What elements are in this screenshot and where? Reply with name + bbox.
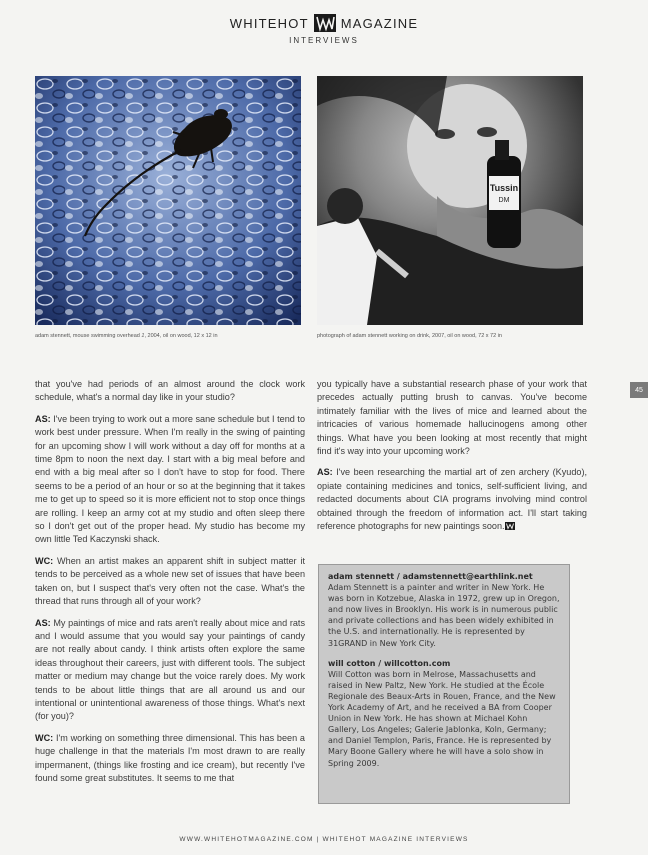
paragraph (317, 466, 587, 533)
bio-entry-will (328, 658, 560, 769)
bio-text-will: Will Cotton was born in Melrose, Massachusetts and raised in New Paltz, New York. He studied at the École Regionale des Beaux-Arts in Rouen, France, and the New York Academy of Art, and he received a BA from Cooper Union in New York. He has shown at Michael Kohn Gallery, Los Angeles; Galerie Jablonka, Koln, Germany; and Daniel Templon, Paris, France. He is represented by Mary Boone Gallery where he will have a solo show in Spring 2009. (328, 669, 556, 768)
page-footer: WWW.WHITEHOTMAGAZINE.COM | WHITEHOT MAGAZINE INTERVIEWS (179, 836, 469, 843)
section-title: INTERVIEWS (289, 36, 359, 45)
bio-name-will: will cotton / willcotton.com (328, 658, 451, 668)
left-caption-part-b: 1 (141, 333, 145, 339)
right-column (317, 378, 587, 541)
masthead-left: WHITEHOT (229, 15, 309, 31)
bio-name-adam: adam stennett / adamstennett@earthlink.net (328, 572, 533, 581)
end-mark-icon (505, 522, 515, 530)
left-photo-caption (35, 333, 305, 339)
question-text: I'm working on something three dimensional. This has been a huge challenge in that the materials I'm most drawn to are really impermanent, (things like frosting and ice cream), but recently I've found some great substitutes. It seems to me that (35, 732, 305, 783)
paragraph (35, 732, 305, 786)
paragraph (35, 617, 305, 724)
speaker-label: AS: (35, 413, 51, 424)
paragraph (35, 413, 305, 547)
bottle-label-text: Tussin (489, 183, 519, 193)
bio-text-adam: Adam Stennett is a painter and writer in New York. He was born in Kotzebue, Alaska in 1972, grew up in Oregon, and now lives in Brooklyn. His work is in numerous public and private collections and has been widely exhibited in the U.S. and internationally. He is represented by 31GRAND in New York City. (328, 583, 560, 648)
masthead-right: MAGAZINE (340, 15, 419, 31)
bottle-label-subtext: DM (498, 197, 510, 204)
speaker-label: WC: (35, 555, 54, 566)
left-caption-part-a: adam stennett, mouse swimming overhead (35, 333, 142, 339)
speaker-label: AS: (35, 617, 51, 628)
mouse-swimming-painting (35, 76, 301, 325)
paragraph (35, 555, 305, 609)
left-caption-part-c: , 2004, oil on wood, 12 x 12 in (144, 333, 218, 339)
speaker-label: AS: (317, 467, 333, 478)
question-text: When an artist makes an apparent shift in subject matter it tends to be perceived as a whole new set of issues that have been taken on, but I suspect that's very often not the case. What's the thread that runs through all of your work? (35, 555, 305, 607)
page-header (0, 14, 648, 45)
right-photo-caption: photograph of adam stennett working on drink, 2007, oil on wood, 72 x 72 in (317, 333, 502, 339)
answer-text: I've been researching the martial art of zen archery (Kyudo), opiate containing medicines and tonics, self-sufficient living, and redacted documents about CIA programs involving mind control obtained through the freedom of information act. I'll start taking reference photographs for new paintings soon. (317, 467, 587, 532)
paragraph: that you've had periods of an almost around the clock work schedule, what's a normal day like in your studio? (35, 379, 305, 403)
speaker-label: WC: (35, 732, 54, 743)
left-column (35, 378, 305, 793)
bio-entry-adam (328, 571, 560, 649)
bio-box (318, 564, 570, 804)
page-number: 45 (630, 382, 648, 398)
answer-text: My paintings of mice and rats aren't really about mice and rats and I would assume that you would say your paintings of candy are not really about candy. I think artists often explore the same ideas throughout their careers, just with different tools. The subject matter or medium may change but the voice rarely does. My work tends to be about little things that are all around us and our intentional or unintentional awareness of those things. What's next (for you)? (35, 617, 305, 722)
masthead (0, 14, 648, 32)
paragraph: you typically have a substantial research phase of your work that precedes actually putting brush to canvas. You've become intimately familiar with the lives of mice and learned about the intricacies of various homemade hallucinogens among other things. What have you been looking at most recently that might find it's way into your upcoming work? (317, 379, 587, 457)
answer-text: I've been trying to work out a more sane schedule but I tend to work best under pressure. When I'm really in the swing of painting for an upcoming show I will work without a day off for months at a time 8pm to noon the next day. I start with a big meal before and end with a big meal after so I don't have to stop for food. There seems to be a period of an hour or so at the beginning that it takes me to get up to speed so it is more efficient not to stop once things are rolling. I keep an army cot at my studio and often sleep there so I don't get out of the proper head. My studio has become my own little Ted Kaczynski shack. (35, 413, 305, 545)
studio-photograph (317, 76, 583, 325)
whitehot-logo-icon (314, 14, 336, 32)
